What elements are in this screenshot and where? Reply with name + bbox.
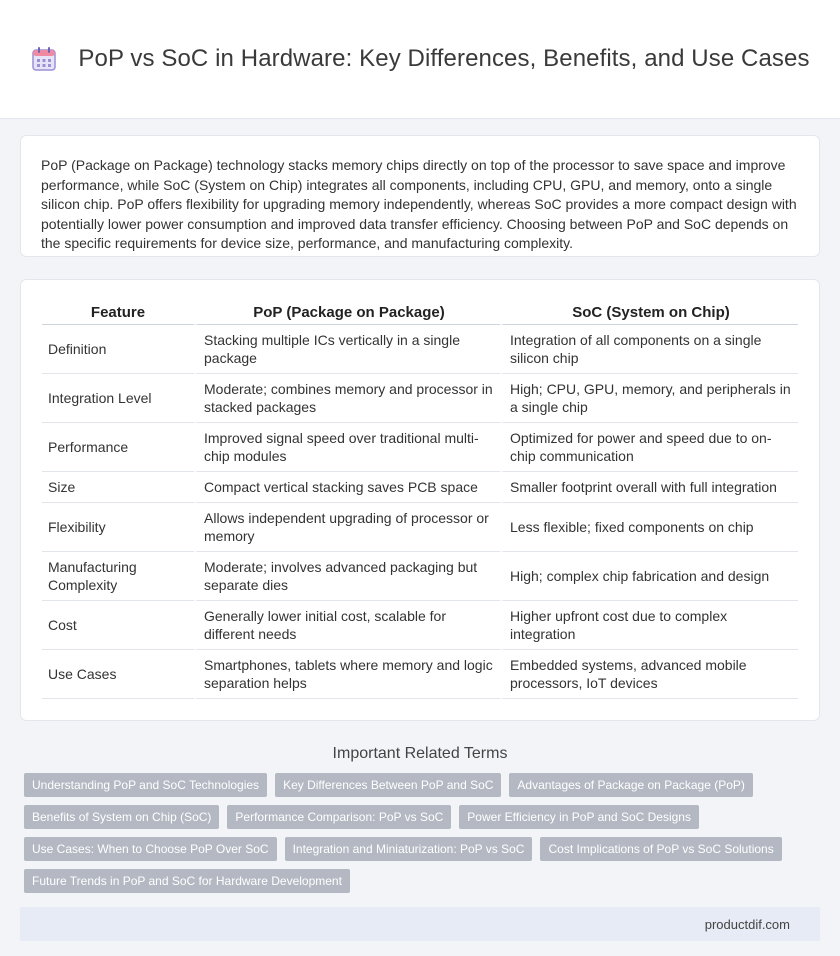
table-row (42, 423, 798, 472)
soc-cell: Integration of all components on a single silicon chip (500, 325, 798, 374)
table-row (42, 552, 798, 601)
related-tag[interactable]: Future Trends in PoP and SoC for Hardware Development (24, 869, 350, 893)
related-tag[interactable]: Cost Implications of PoP vs SoC Solutions (540, 837, 781, 861)
table-row (42, 650, 798, 699)
related-tags (0, 773, 840, 901)
table-row (42, 325, 798, 374)
related-tag[interactable]: Integration and Miniaturization: PoP vs SoC (285, 837, 533, 861)
soc-cell: Optimized for power and speed due to on-chip communication (500, 423, 798, 472)
table-header-row (42, 300, 798, 325)
table-row (42, 503, 798, 552)
table-row (42, 374, 798, 423)
related-tag[interactable]: Benefits of System on Chip (SoC) (24, 805, 219, 829)
soc-cell: Higher upfront cost due to complex integration (500, 601, 798, 650)
pop-cell: Allows independent upgrading of processor or memory (194, 503, 500, 552)
intro-card (20, 135, 820, 257)
related-terms-title: Important Related Terms (332, 745, 508, 762)
related-tag[interactable]: Power Efficiency in PoP and SoC Designs (459, 805, 699, 829)
feature-cell: Definition (42, 325, 194, 374)
footer-site[interactable]: productdif.com (704, 916, 790, 932)
feature-cell: Integration Level (42, 374, 194, 423)
pop-cell: Generally lower initial cost, scalable for different needs (194, 601, 500, 650)
page-title: PoP vs SoC in Hardware: Key Differences, Benefits, and Use Cases (78, 45, 810, 72)
header-feature: Feature (42, 300, 194, 325)
pop-cell: Stacking multiple ICs vertically in a single package (194, 325, 500, 374)
footer (20, 907, 820, 941)
related-terms-section (0, 745, 840, 901)
related-tag[interactable]: Use Cases: When to Choose PoP Over SoC (24, 837, 277, 861)
page-header (0, 0, 840, 119)
table-row (42, 472, 798, 503)
feature-cell: Flexibility (42, 503, 194, 552)
related-tag[interactable]: Performance Comparison: PoP vs SoC (227, 805, 451, 829)
pop-cell: Moderate; combines memory and processor in stacked packages (194, 374, 500, 423)
pop-cell: Improved signal speed over traditional multi-chip modules (194, 423, 500, 472)
header-pop: PoP (Package on Package) (194, 300, 500, 325)
feature-cell: Performance (42, 423, 194, 472)
soc-cell: High; CPU, GPU, memory, and peripherals in a single chip (500, 374, 798, 423)
pop-cell: Smartphones, tablets where memory and logic separation helps (194, 650, 500, 699)
calendar-icon (30, 45, 58, 73)
feature-cell: Manufacturing Complexity (42, 552, 194, 601)
feature-cell: Use Cases (42, 650, 194, 699)
intro-text: PoP (Package on Package) technology stacks memory chips directly on top of the processor to save space and improve performance, while SoC (System on Chip) integrates all components, including CPU, GPU, and memory, onto a single silicon chip. PoP offers flexibility for upgrading memory independently, whereas SoC provides a more compact design with potentially lower power consumption and improved data transfer efficiency. Choosing between PoP and SoC depends on the specific requirements for device size, performance, and manufacturing complexity. (41, 157, 797, 251)
comparison-table (42, 300, 798, 699)
pop-cell: Compact vertical stacking saves PCB space (194, 472, 500, 503)
soc-cell: Embedded systems, advanced mobile processors, IoT devices (500, 650, 798, 699)
related-tag[interactable]: Key Differences Between PoP and SoC (275, 773, 501, 797)
pop-cell: Moderate; involves advanced packaging but separate dies (194, 552, 500, 601)
related-tag[interactable]: Understanding PoP and SoC Technologies (24, 773, 267, 797)
feature-cell: Size (42, 472, 194, 503)
soc-cell: Smaller footprint overall with full integration (500, 472, 798, 503)
feature-cell: Cost (42, 601, 194, 650)
header-soc: SoC (System on Chip) (500, 300, 798, 325)
comparison-card (20, 279, 820, 721)
soc-cell: High; complex chip fabrication and design (500, 552, 798, 601)
related-tag[interactable]: Advantages of Package on Package (PoP) (509, 773, 752, 797)
table-row (42, 601, 798, 650)
soc-cell: Less flexible; fixed components on chip (500, 503, 798, 552)
